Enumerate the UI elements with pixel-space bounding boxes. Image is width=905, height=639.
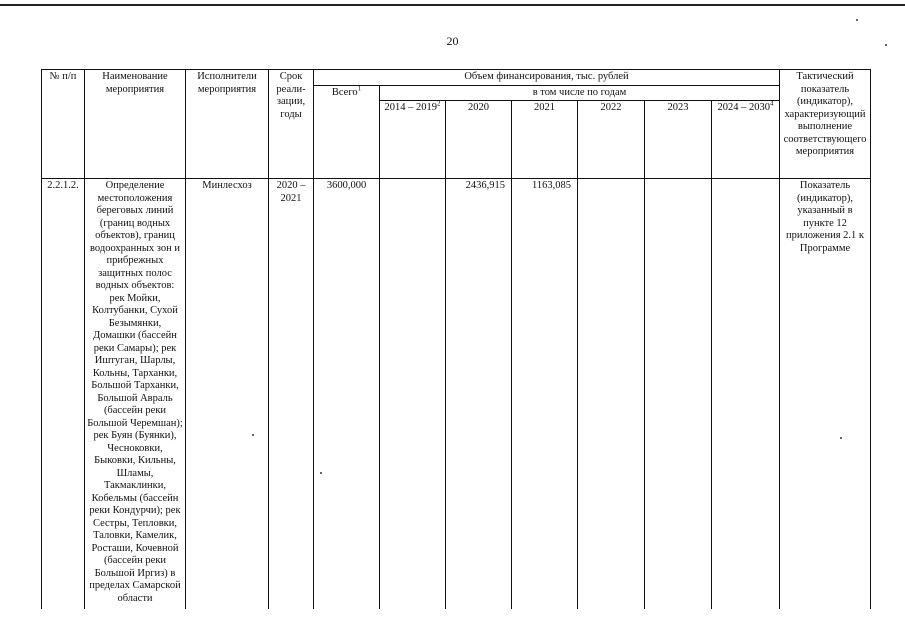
header-year-note: 4 <box>770 100 774 108</box>
header-year <box>446 101 512 179</box>
row-executor: Минлесхоз <box>186 179 269 610</box>
row-2022 <box>578 179 645 610</box>
header-total-label: Всего <box>331 86 358 98</box>
header-year-label: 2022 <box>600 102 622 113</box>
header-term: Срок реали-зации, годы <box>269 70 314 179</box>
scan-speck <box>856 19 858 21</box>
header-year <box>712 101 780 179</box>
top-border-line <box>0 4 905 6</box>
row-total: 3600,000 <box>314 179 380 610</box>
header-year <box>578 101 645 179</box>
table-row <box>42 179 871 610</box>
header-row-1 <box>42 70 871 86</box>
row-activity-name: Определение местоположения береговых линий (границ водных объектов), границ водоохранных зон и прибрежных защитных полос водных объектов: рек Мойки, Колтубанки, Сухой Безымянки, Домашки (бассейн реки Самары); рек Иштуган, Шарлы, Кольны, Тарханки, Большой Тарханки, Большой Авраль (бассейн реки Большой Черемшан); рек Буян (Буянки), Чесноковки, Быковки, Кильны, Шламы, Такмаклинки, Кобельмы (бассейн реки Кондурчи); рек Сестры, Тепловки, Таловки, Камелик, Росташи, Кочевной (бассейн реки Большой Иргиз) в пределах Самарской области <box>85 179 186 610</box>
header-year-label: 2024 – 2030 <box>717 102 770 113</box>
header-executors: Исполнители мероприятия <box>186 70 269 179</box>
row-2021: 1163,085 <box>512 179 578 610</box>
row-2014-2019 <box>380 179 446 610</box>
header-year <box>645 101 712 179</box>
header-year-label: 2014 – 2019 <box>384 102 437 113</box>
row-number: 2.2.1.2. <box>42 179 85 610</box>
header-num: № п/п <box>42 70 85 179</box>
header-by-years: в том числе по годам <box>380 85 780 101</box>
header-financing: Объем финансирования, тыс. рублей <box>314 70 780 86</box>
header-indicator: Тактический показатель (индикатор), характеризующий выполнение соответствующего мероприятия <box>780 70 871 179</box>
header-year <box>380 101 446 179</box>
row-term: 2020 – 2021 <box>269 179 314 610</box>
row-2024-2030 <box>712 179 780 610</box>
header-total <box>314 85 380 179</box>
page-number: 20 <box>446 34 459 48</box>
header-year <box>512 101 578 179</box>
header-year-label: 2023 <box>667 102 689 113</box>
row-indicator: Показатель (индикатор), указанный в пункте 12 приложения 2.1 к Программе <box>780 179 871 610</box>
header-total-note: 1 <box>357 85 362 92</box>
financing-table <box>41 69 871 609</box>
row-2020: 2436,915 <box>446 179 512 610</box>
header-year-label: 2020 <box>468 102 489 113</box>
header-year-label: 2021 <box>534 102 555 113</box>
row-2023 <box>645 179 712 610</box>
header-name: Наименование мероприятия <box>85 70 186 179</box>
header-year-note: 2 <box>437 100 441 108</box>
